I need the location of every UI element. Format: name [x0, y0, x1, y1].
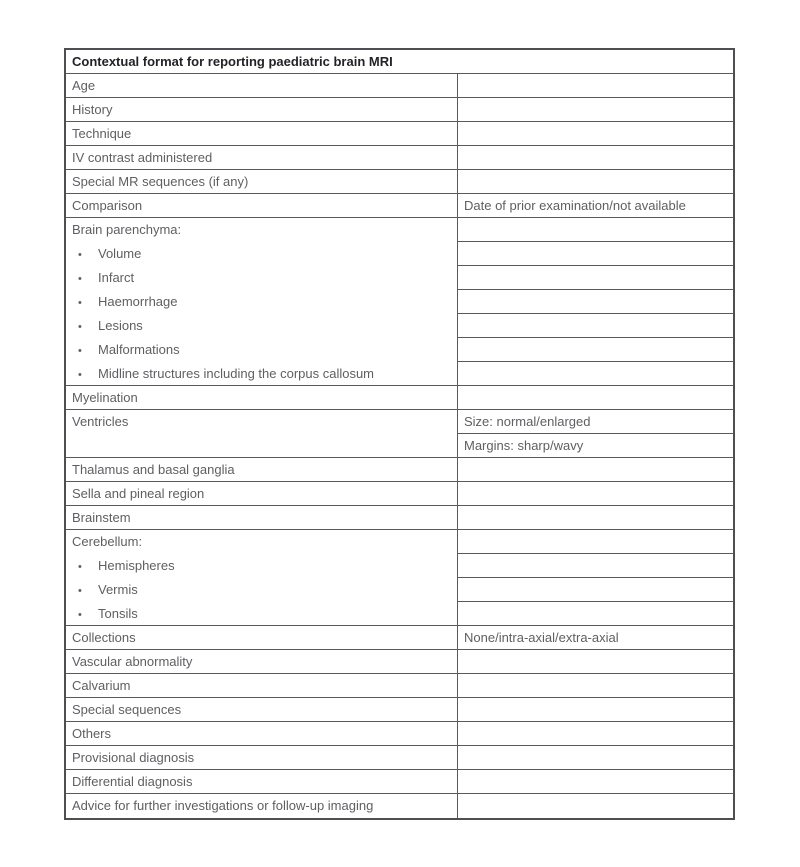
- row-value: [458, 506, 733, 530]
- row-group-ventricles: [66, 410, 458, 458]
- bullet-icon: •: [78, 273, 82, 285]
- row-value: [458, 794, 733, 818]
- bullet-icon: •: [78, 345, 82, 357]
- row-value: [458, 218, 733, 242]
- row-value: [458, 242, 733, 266]
- bullet-item: [66, 290, 457, 314]
- row-value-collections: None/intra-axial/extra-axial: [458, 626, 733, 650]
- row-label-age: Age: [66, 74, 458, 98]
- row-label-differential-diagnosis: Differential diagnosis: [66, 770, 458, 794]
- row-value-comparison: Date of prior examination/not available: [458, 194, 733, 218]
- bullet-label: Volume: [98, 246, 142, 261]
- bullet-item: [66, 338, 457, 362]
- row-value: [458, 74, 733, 98]
- row-value: [458, 674, 733, 698]
- group-label: Ventricles: [72, 414, 129, 429]
- row-label-special-mr-sequences: Special MR sequences (if any): [66, 170, 458, 194]
- row-value: [458, 746, 733, 770]
- bullet-label: Vermis: [98, 582, 138, 597]
- row-label-provisional-diagnosis: Provisional diagnosis: [66, 746, 458, 770]
- bullet-item: [66, 554, 457, 578]
- row-value-ventricles-size: Size: normal/enlarged: [458, 410, 733, 434]
- row-value: [458, 554, 733, 578]
- row-value: [458, 122, 733, 146]
- row-value: [458, 314, 733, 338]
- row-label-vascular-abnormality: Vascular abnormality: [66, 650, 458, 674]
- row-value: [458, 386, 733, 410]
- row-label-sella-pineal: Sella and pineal region: [66, 482, 458, 506]
- bullet-label: Lesions: [98, 318, 143, 333]
- row-label-calvarium: Calvarium: [66, 674, 458, 698]
- bullet-icon: •: [78, 249, 82, 261]
- bullet-icon: •: [78, 369, 82, 381]
- row-label-comparison: Comparison: [66, 194, 458, 218]
- row-label-history: History: [66, 98, 458, 122]
- row-label-others: Others: [66, 722, 458, 746]
- row-label-myelination: Myelination: [66, 386, 458, 410]
- bullet-icon: •: [78, 297, 82, 309]
- row-label-advice: Advice for further investigations or follow-up imaging: [66, 794, 458, 818]
- reporting-template-table: [64, 48, 735, 820]
- row-value: [458, 602, 733, 626]
- row-value: [458, 290, 733, 314]
- group-label: Cerebellum:: [72, 534, 143, 549]
- row-value: [458, 770, 733, 794]
- row-value: [458, 482, 733, 506]
- row-group-brain-parenchyma: [66, 218, 458, 386]
- bullet-icon: •: [78, 321, 82, 333]
- bullet-label: Malformations: [98, 342, 180, 357]
- row-value: [458, 698, 733, 722]
- row-value: [458, 362, 733, 386]
- row-label-iv-contrast: IV contrast administered: [66, 146, 458, 170]
- row-value: [458, 722, 733, 746]
- row-value: [458, 650, 733, 674]
- row-label-brainstem: Brainstem: [66, 506, 458, 530]
- bullet-item: [66, 314, 457, 338]
- row-label-collections: Collections: [66, 626, 458, 650]
- bullet-label: Midline structures including the corpus callosum: [98, 366, 375, 381]
- bullet-item: [66, 242, 457, 266]
- row-label-thalamus-basal-ganglia: Thalamus and basal ganglia: [66, 458, 458, 482]
- bullet-icon: •: [78, 609, 82, 621]
- bullet-label: Hemispheres: [98, 558, 175, 573]
- row-value: [458, 530, 733, 554]
- row-label-technique: Technique: [66, 122, 458, 146]
- row-value: [458, 170, 733, 194]
- row-value: [458, 458, 733, 482]
- group-label: Brain parenchyma:: [72, 222, 182, 237]
- bullet-label: Infarct: [98, 270, 135, 285]
- row-value: [458, 146, 733, 170]
- row-group-cerebellum: [66, 530, 458, 626]
- bullet-label: Tonsils: [98, 606, 138, 621]
- bullet-icon: •: [78, 561, 82, 573]
- row-value: [458, 338, 733, 362]
- row-value-ventricles-margins: Margins: sharp/wavy: [458, 434, 733, 458]
- row-value: [458, 578, 733, 602]
- bullet-item: [66, 266, 457, 290]
- bullet-icon: •: [78, 585, 82, 597]
- row-value: [458, 266, 733, 290]
- bullet-item: [66, 578, 457, 602]
- table-title: Contextual format for reporting paediatric brain MRI: [66, 50, 733, 74]
- row-label-special-sequences: Special sequences: [66, 698, 458, 722]
- row-value: [458, 98, 733, 122]
- bullet-item: [66, 362, 457, 386]
- bullet-label: Haemorrhage: [98, 294, 178, 309]
- bullet-item: [66, 602, 457, 626]
